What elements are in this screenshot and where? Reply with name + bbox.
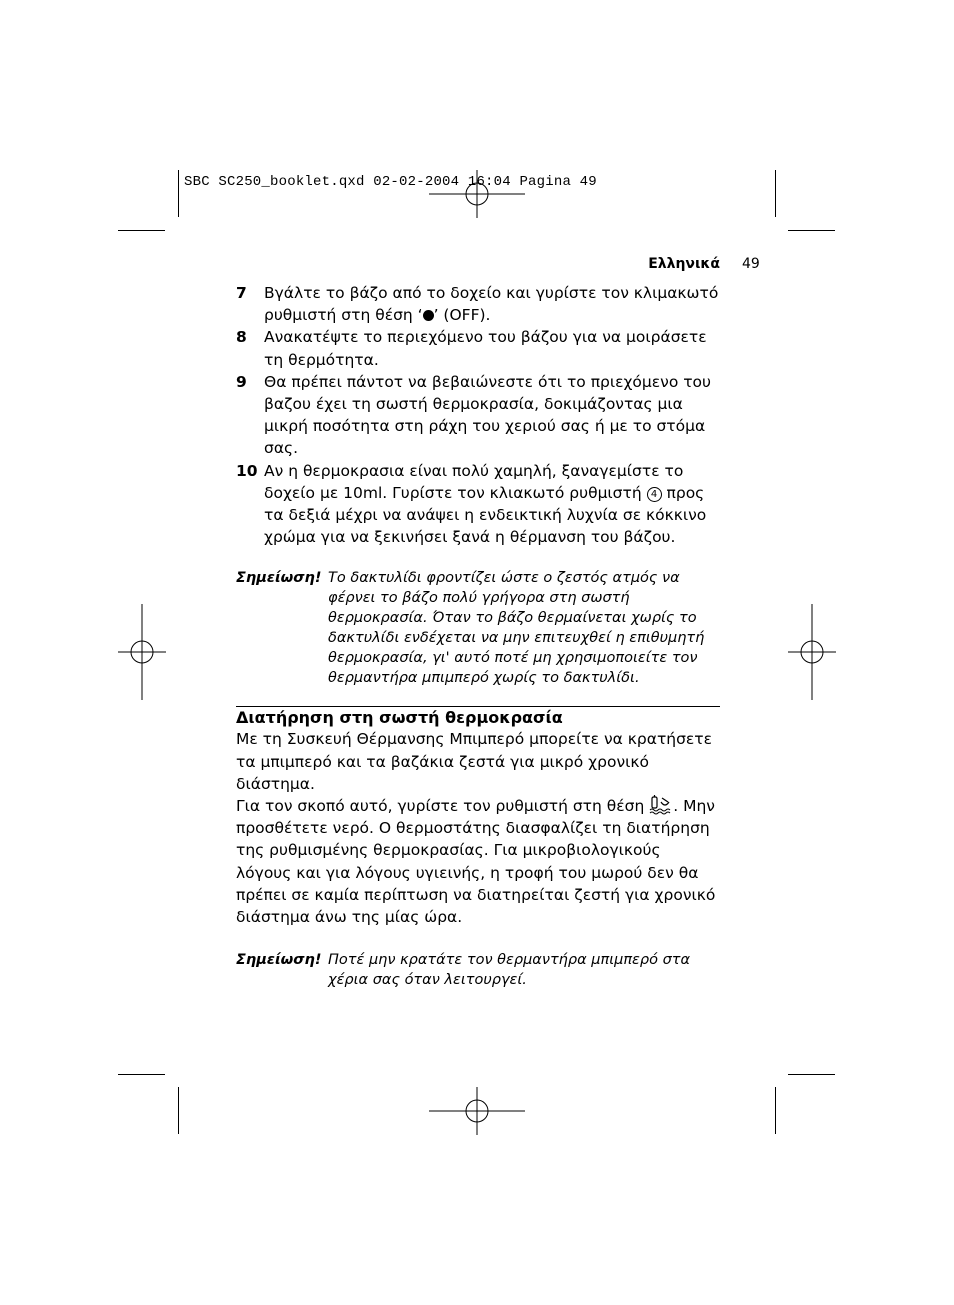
- crop-mark-bottom-left-h: [118, 1074, 165, 1075]
- step-10: [236, 460, 720, 549]
- print-slug: SBC SC250_booklet.qxd 02-02-2004 16:04 Pagina 49: [184, 174, 597, 190]
- off-dot-icon: [423, 310, 434, 321]
- crop-mark-top-right-v: [775, 170, 776, 217]
- step-number: 8: [236, 328, 247, 347]
- crop-mark-top-right-h: [788, 230, 835, 231]
- note-text: Ποτέ μην κρατάτε τον θερμαντήρα μπιμπερό στα χέρια σας όταν λειτουργεί.: [328, 952, 691, 989]
- crop-mark-bottom-left-v: [178, 1087, 179, 1134]
- page-content: [236, 282, 720, 990]
- section-title: Διατήρηση στη σωστή θερμοκρασία: [236, 706, 720, 728]
- note-label: Σημείωση!: [236, 952, 322, 969]
- step-text: Βγάλτε το βάζο από το δοχείο και γυρίστε τον κλιμακωτό ρυθμιστή στη θέση ‘ ’ (OFF).: [264, 284, 719, 325]
- note: [236, 950, 720, 990]
- registration-mark-icon: [788, 604, 836, 700]
- header-language: Ελληνικά: [648, 256, 720, 272]
- registration-mark-icon: [118, 604, 166, 700]
- step-number: 9: [236, 372, 247, 391]
- step-9: [236, 371, 720, 460]
- step-number: 7: [236, 284, 247, 302]
- section-paragraph: Για τον σκοπό αυτό, γυρίστε τον ρυθμιστή στη θέση . Μην προσθέτετε νερό. Ο θερμοστάτης διασφαλίζει τη διατήρηση της ρυθμισμένης θερμοκρασίας. Για μικροβιολογικούς λόγους και για λόγους υγιεινής, η τροφή του μωρού δεν θα πρέπει σε καμία περίπτωση να διατηρείται ζεστή για χρονικό διάστημα άνω της μίας ώρα.: [236, 797, 716, 927]
- note-text: Το δακτυλίδι φροντίζει ώστε ο ζεστός ατμός να φέρνει το βάζο πολύ γρήγορα στη σωστή θερμοκρασία. Όταν το βάζο θερμαίνεται χωρίς το δακτυλίδι ενδέχεται να μην επιτευχθεί η επιθυμητή θερμοκρασία, γι' αυτό ποτέ μη χρησιμοποιείτε τον θερμαντήρα μπιμπερό χωρίς το δακτυλίδι.: [328, 570, 705, 687]
- note: [236, 568, 720, 688]
- crop-mark-top-left-v: [178, 170, 179, 217]
- page-number: 49: [742, 256, 760, 272]
- crop-mark-bottom-right-v: [775, 1087, 776, 1134]
- circled-number-icon: 4: [647, 487, 662, 502]
- registration-mark-icon: [429, 1087, 525, 1135]
- registration-mark-icon: [429, 170, 525, 218]
- crop-mark-bottom-right-h: [788, 1074, 835, 1075]
- keep-warm-icon: [649, 795, 673, 815]
- step-number: 10: [236, 461, 258, 480]
- step-text: Θα πρέπει πάντοτ να βεβαιώνεστε ότι το πριεχόμενο του βαζου έχει τη σωστή θερμοκρασία, δοκιμάζοντας μια μικρή ποσότητα στη ράχη του χεριού σας ή με το στόμα σας.: [264, 372, 712, 458]
- crop-mark-top-left-h: [118, 230, 165, 231]
- step-7: [236, 282, 720, 326]
- section-paragraph: Με τη Συσκευή Θέρμανσης Μπιμπερό μπορείτε να κρατήσετε τα μπιμπερό και τα βαζάκια ζεστά για μικρό χρονικό διάστημα.: [236, 730, 713, 793]
- step-text: Αν η θερμοκρασια είναι πολύ χαμηλή, ξαναγεμίστε το δοχείο με 10ml. Γυρίστε τον κλιακωτό ρυθμιστή 4 προς τα δεξιά μέχρι να ανάψει η ενδεικτική λυχνία σε κόκκινο χρώμα για να ξεκινήσει ξανά η θέρμανση του βάζου.: [264, 461, 707, 547]
- step-8: [236, 326, 720, 370]
- note-label: Σημείωση!: [236, 570, 322, 587]
- step-text: Ανακατέψτε το περιεχόμενο του βάζου για να μοιράσετε τη θερμότητα.: [264, 328, 707, 369]
